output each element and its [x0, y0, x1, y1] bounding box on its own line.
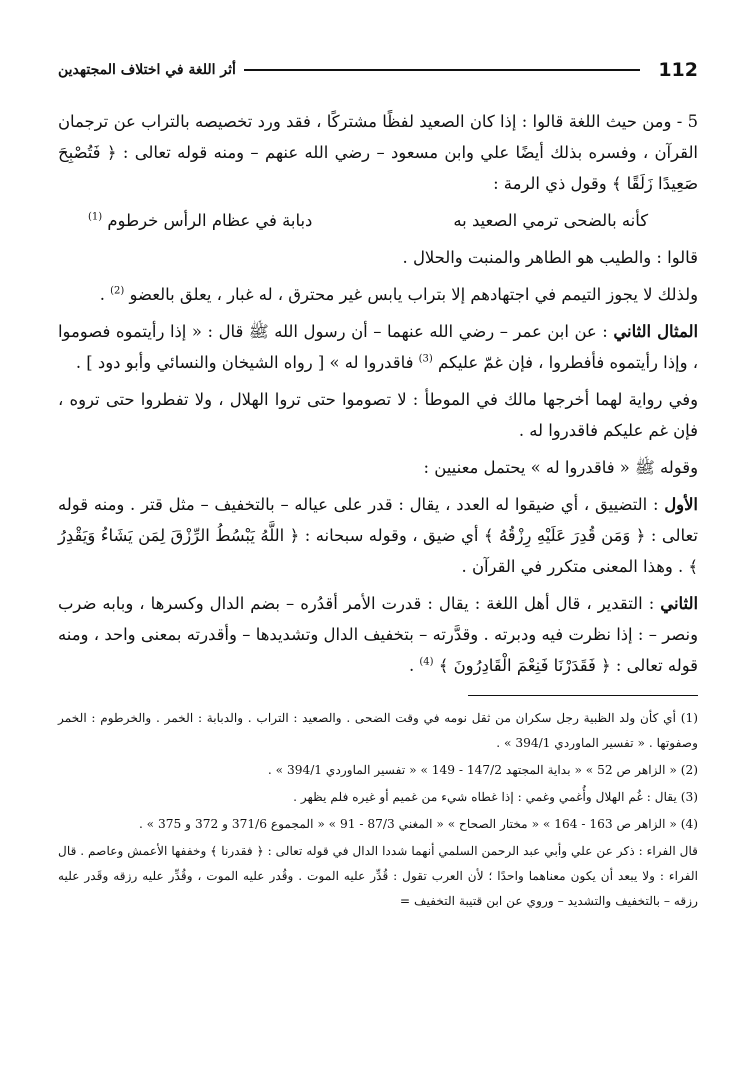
paragraph-4: المثال الثاني : عن ابن عمر – رضي الله عنهما – أن رسول الله ﷺ قال : « إذا رأيتموه فصوموا ، وإذا رأيتموه فأفطروا ، فإن غمّ عليكم $^{(3)}$ فاقدروا له » [ رواه الشيخان والنسائي وأبو دود ] .	[58, 322, 698, 372]
footnote-3: (3) يقال : غُم الهلال وأُغمي وغمي : إذا غطاه شيء من غميم أو غيره فلم يظهر .	[293, 790, 698, 804]
footnote-4: (4) « الزاهر ص 163 - 164 » « مختار الصحاح » « المغني 87/3 - 91 » « المجموع 371/6 و 372 و 375 » .	[138, 817, 698, 831]
verse-second-hemistich: دبابة في عظام الرأس خرطوم $^{(1)}$	[88, 211, 313, 230]
footnote-ref-3: (3)	[418, 353, 433, 365]
paragraph-5: وفي رواية لهما أخرجها مالك في الموطأ : لا تصوموا حتى تروا الهلال ، ولا تفطروا حتى تروه ، فإن غم عليكم فاقدروا له .	[58, 390, 698, 440]
first-meaning-label: الأول	[664, 495, 698, 514]
paragraph-2: قالوا : والطيب هو الطاهر والمنبت والحلال .	[402, 248, 698, 267]
footnote-4-continued: قال الفراء : ذكر عن علي وأبي عبد الرحمن السلمي أنهما شددا الدال في قوله تعالى : ﴿ فقدرنا ﴾ وخففها الأعمش وعاصم . قال الفراء : ولا يبعد أن يكون معناهما واحدًا ؛ لأن العرب تقول : قُدِّر عليه الموت . وقُدر عليه الموت ، وقُدِّر عليه رزقه وقَدر عليه رزقه – بالتخفيف والتشديد – وروي عن ابن قتيبة التخفيف =	[58, 844, 698, 908]
footnote-ref-4: (4)	[419, 656, 434, 668]
poetry-verse	[58, 205, 698, 236]
second-meaning-label: الثاني	[660, 594, 698, 613]
running-head: أثر اللغة في اختلاف المجتهدين	[58, 62, 236, 78]
footnote-divider	[468, 695, 698, 696]
footnote-2: (2) « الزاهر ص 52 » « بداية المجتهد 147/2 - 149 » « تفسير الماوردي 394/1 » .	[267, 763, 698, 777]
footnote-1: (1) أي كأن ولد الظبية رجل سكران من ثقل نومه في وقت الضحى . والصعيد : التراب . والدبابة : الخمر . والخرطوم : الخمر وصفوتها . « تفسير الماوردي 394/1 » .	[58, 711, 698, 750]
example-heading: المثال الثاني	[613, 322, 698, 341]
paragraph-6: وقوله ﷺ « فاقدروا له » يحتمل معنيين :	[423, 458, 698, 477]
page-header	[58, 52, 698, 88]
paragraph-7: الأول : التضييق ، أي ضيقوا له العدد ، يقال : قدر على عياله – بالتخفيف – مثل قتر . ومنه قوله تعالى : ﴿ وَمَن قُدِرَ عَلَيْهِ رِزْقُهُ ﴾ أي ضيق ، وقوله سبحانه : ﴿ اللَّهُ يَبْسُطُ الرِّزْقَ لِمَن يَشَاءُ وَيَقْدِرُ ﴾ . وهذا المعنى متكرر في القرآن .	[58, 495, 698, 576]
main-text	[58, 106, 698, 681]
book-page	[58, 52, 698, 916]
footnote-ref-2: (2)	[110, 285, 125, 297]
verse-first-hemistich: كأنه بالضحى ترمي الصعيد به	[453, 211, 648, 230]
header-rule	[244, 69, 640, 71]
page-number: 112	[658, 59, 698, 81]
paragraph-1: 5 - ومن حيث اللغة قالوا : إذا كان الصعيد لفظًا مشتركًا ، فقد ورد تخصيصه بالتراب عن ترجمان القرآن ، وفسره بذلك أيضًا علي وابن مسعود – رضي الله عنهم – ومنه قوله تعالى : ﴿ فَتُصْبِحَ صَعِيدًا زَلَقًا ﴾ وقول ذي الرمة :	[58, 112, 698, 193]
footnotes	[58, 706, 698, 914]
footnote-ref-1: (1)	[88, 211, 103, 223]
paragraph-3: ولذلك لا يجوز التيمم في اجتهادهم إلا بتراب يابس غير محترق ، له غبار ، يعلق بالعضو $^{(2)}$ .	[99, 285, 698, 304]
paragraph-8: الثاني : التقدير ، قال أهل اللغة : يقال : قدرت الأمر أقدُره – بضم الدال وكسرها ، وبابه ضرب ونصر – : إذا نظرت فيه ودبرته . وقدَّرته – بتخفيف الدال وتشديدها – وأقدرته بمعنى واحد ، ومنه قوله تعالى : ﴿ فَقَدَرْنَا فَنِعْمَ الْقَادِرُونَ ﴾ $^{(4)}$ .	[58, 594, 698, 675]
